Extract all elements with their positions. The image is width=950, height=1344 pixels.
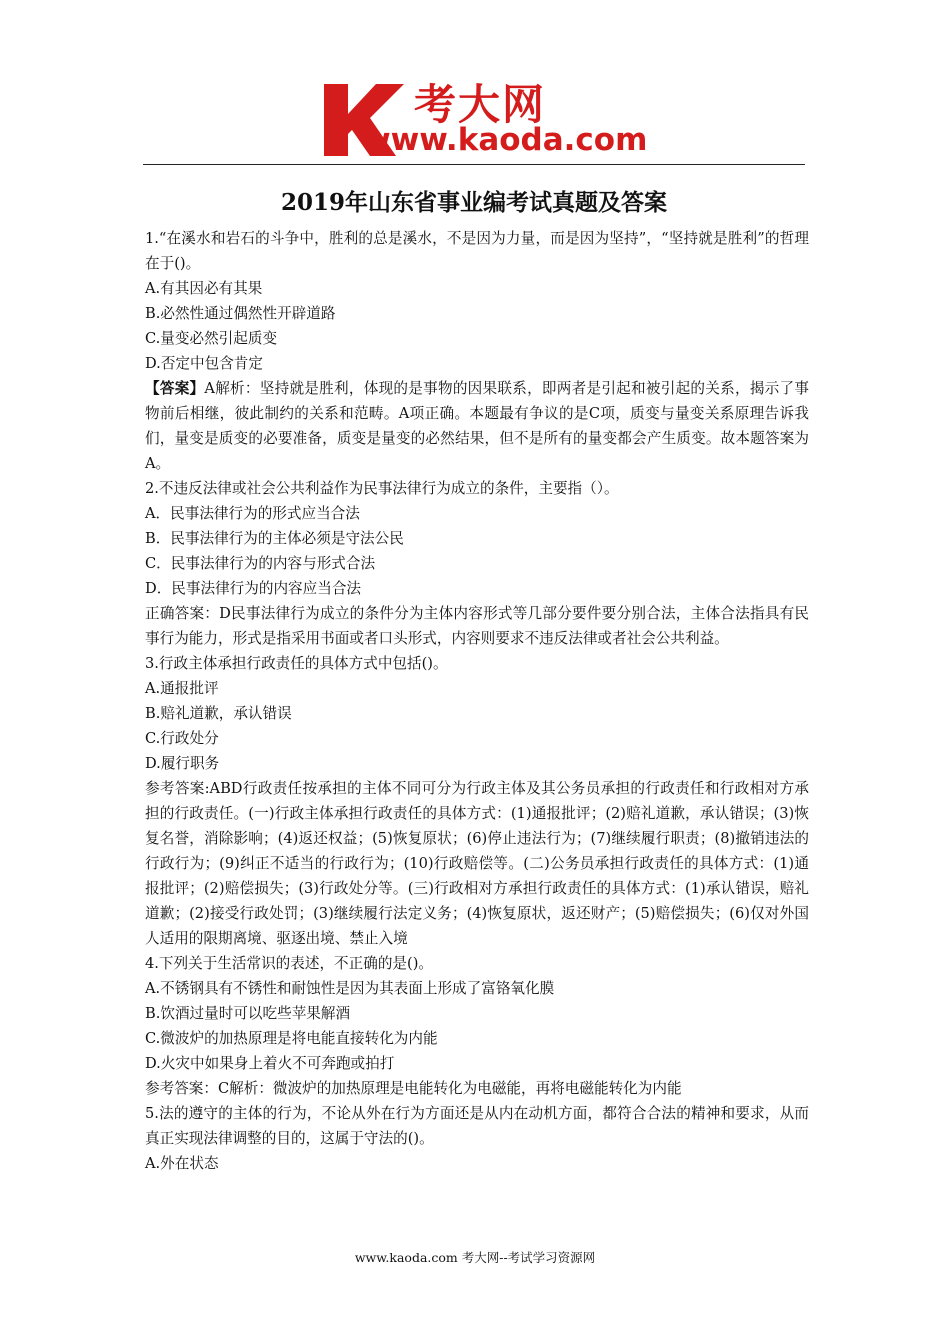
question-3: 3.行政主体承担行政责任的具体方式中包括()。 — [145, 655, 448, 672]
option-2c: C．民事法律行为的内容与形式合法 — [145, 555, 376, 572]
option-2a: A．民事法律行为的形式应当合法 — [145, 505, 360, 522]
question-5: 5.法的遵守的主体的行为，不论从外在行为方面还是从内在动机方面，都符合合法的精神和要求，从而真正实现法律调整的目的，这属于守法的()。 — [145, 1105, 809, 1147]
logo-url-text: www.kaoda.com — [362, 122, 648, 158]
answer-1 — [145, 376, 809, 476]
option-3d: D.履行职务 — [145, 755, 220, 772]
answer-2: 正确答案：D民事法律行为成立的条件分为主体内容形式等几部分要件要分别合法，主体合法指具有民事行为能力，形式是指采用书面或者口头形式，内容则要求不违反法律或者社会公共利益。 — [145, 605, 809, 647]
option-4a: A.不锈钢具有不锈性和耐蚀性是因为其表面上形成了富铬氧化膜 — [145, 980, 555, 997]
option-3a: A.通报批评 — [145, 680, 219, 697]
answer-label: 【答案】 — [145, 380, 205, 397]
option-1a: A.有其因必有其果 — [145, 280, 263, 297]
option-5a: A.外在状态 — [145, 1155, 219, 1172]
option-2d: D．民事法律行为的内容应当合法 — [145, 580, 362, 597]
logo-brand-text: 考大网 — [414, 80, 547, 129]
option-3b: B.赔礼道歉，承认错误 — [145, 705, 292, 722]
option-4b: B.饮酒过量时可以吃些苹果解酒 — [145, 1005, 351, 1022]
kaoda-logo — [318, 78, 648, 158]
option-1d: D.否定中包含肯定 — [145, 355, 263, 372]
option-3c: C.行政处分 — [145, 730, 219, 747]
option-4d: D.火灾中如果身上着火不可奔跑或拍打 — [145, 1055, 395, 1072]
answer-1-text: A解析：坚持就是胜利，体现的是事物的因果联系，即两者是引起和被引起的关系，揭示了事物前后相继，彼此制约的关系和范畴。A项正确。本题最有争议的是C项，质变与量变关系原理告诉我们，量变是质变的必要准备，质变是量变的必然结果，但不是所有的量变都会产生质变。故本题答案为A。 — [145, 380, 809, 472]
option-4c: C.微波炉的加热原理是将电能直接转化为内能 — [145, 1030, 438, 1047]
option-1c: C.量变必然引起质变 — [145, 330, 278, 347]
option-1b: B.必然性通过偶然性开辟道路 — [145, 305, 336, 322]
question-1: 1.“在溪水和岩石的斗争中，胜利的总是溪水，不是因为力量，而是因为坚持”，“坚持就是胜利”的哲理在于()。 — [145, 230, 809, 272]
page-title: 2019年山东省事业编考试真题及答案 — [280, 189, 667, 216]
question-4: 4.下列关于生活常识的表述，不正确的是()。 — [145, 955, 434, 972]
page-footer: www.kaoda.com 考大网--考试学习资源网 — [354, 1250, 596, 1265]
header-divider — [143, 164, 805, 165]
question-2: 2.不违反法律或社会公共利益作为民事法律行为成立的条件，主要指（）。 — [145, 480, 619, 497]
option-2b: B．民事法律行为的主体必须是守法公民 — [145, 530, 404, 547]
document-body — [145, 226, 809, 1176]
answer-3: 参考答案:ABD行政责任按承担的主体不同可分为行政主体及其公务员承担的行政责任和行政相对方承担的行政责任。(一)行政主体承担行政责任的具体方式：(1)通报批评；(2)赔礼道歉，承认错误；(3)恢复名誉，消除影响；(4)返还权益；(5)恢复原状；(6)停止违法行为；(7)继续履行职责；(8)撤销违法的行政行为；(9)纠正不适当的行政行为；(10)行政赔偿等。(二)公务员承担行政责任的具体方式：(1)通报批评；(2)赔偿损失；(3)行政处分等。(三)行政相对方承担行政责任的具体方式：(1)承认错误，赔礼道歉；(2)接受行政处罚；(3)继续履行法定义务；(4)恢复原状，返还财产；(5)赔偿损失；(6)仅对外国人适用的限期离境、驱逐出境、禁止入境 — [145, 780, 809, 947]
answer-4: 参考答案：C解析：微波炉的加热原理是电能转化为电磁能，再将电磁能转化为内能 — [145, 1080, 682, 1097]
